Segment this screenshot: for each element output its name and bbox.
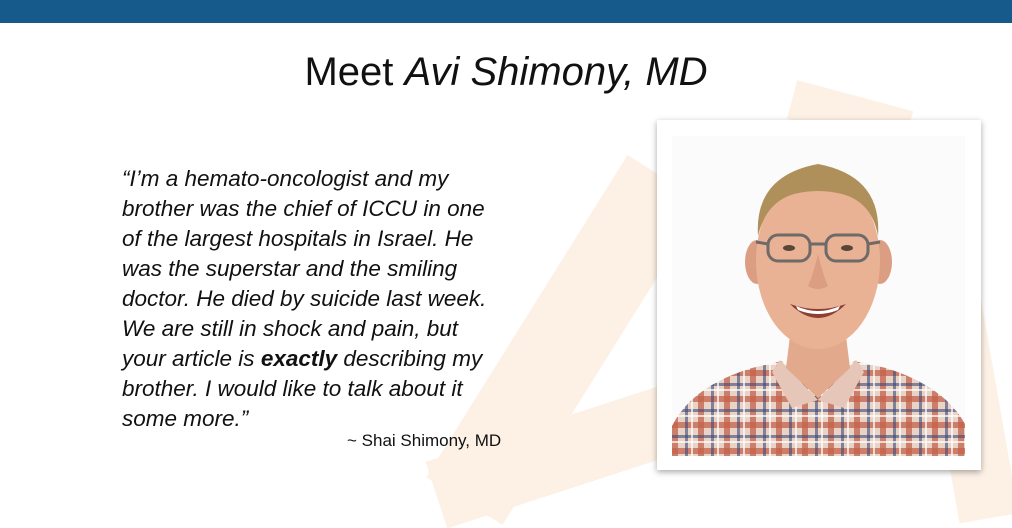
quote-line: some more.” bbox=[122, 406, 249, 431]
quote-line: We are still in shock and pain, but bbox=[122, 316, 459, 341]
portrait-illustration bbox=[672, 136, 965, 456]
quote-line: brother. I would like to talk about it bbox=[122, 376, 463, 401]
quote-line: doctor. He died by suicide last week. bbox=[122, 286, 487, 311]
quote-line: brother was the chief of ICCU in one bbox=[122, 196, 485, 221]
quote-text: your article is bbox=[122, 346, 255, 371]
title-prefix: Meet bbox=[304, 50, 394, 94]
title-name: Avi Shimony, MD bbox=[404, 50, 708, 94]
quote-line bbox=[122, 344, 552, 374]
top-bar bbox=[0, 0, 1012, 23]
photo-frame bbox=[657, 120, 981, 470]
portrait-photo bbox=[672, 136, 965, 456]
page-title bbox=[0, 46, 1012, 98]
testimonial-quote bbox=[122, 164, 552, 434]
quote-line: “I’m a hemato-oncologist and my bbox=[122, 166, 449, 191]
quote-attribution: ~ Shai Shimony, MD bbox=[347, 431, 502, 450]
quote-text: describing my bbox=[343, 346, 483, 371]
quote-line: of the largest hospitals in Israel. He bbox=[122, 226, 474, 251]
quote-emphasis: exactly bbox=[260, 346, 338, 371]
quote-line: was the superstar and the smiling bbox=[122, 256, 458, 281]
